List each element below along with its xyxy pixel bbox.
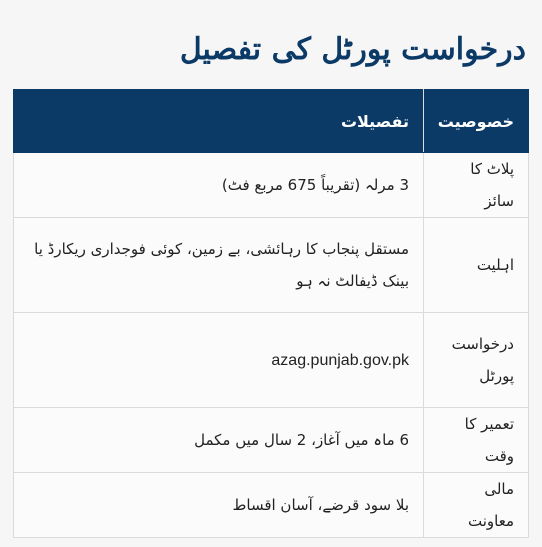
detail-cell (14, 313, 424, 408)
feature-cell: اہلیت (424, 218, 529, 313)
details-table (13, 89, 529, 538)
feature-cell: پلاٹ کا سائز (424, 153, 529, 218)
feature-cell: درخواست پورٹل (424, 313, 529, 408)
table-row (14, 408, 529, 473)
page-title: درخواست پورٹل کی تفصیل (179, 32, 526, 67)
feature-cell: مالی معاونت (424, 473, 529, 538)
column-header-feature: خصوصیت (424, 90, 529, 153)
detail-cell: مستقل پنجاب کا رہائشی، بے زمین، کوئی فوجداری ریکارڈ یا بینک ڈیفالٹ نہ ہو (14, 218, 424, 313)
feature-cell: تعمیر کا وقت (424, 408, 529, 473)
table-header-row (14, 90, 529, 153)
detail-cell: 6 ماہ میں آغاز، 2 سال میں مکمل (14, 408, 424, 473)
table-row (14, 473, 529, 538)
table-row (14, 218, 529, 313)
detail-cell: 3 مرلہ (تقریباً 675 مربع فٹ) (14, 153, 424, 218)
portal-url: azag.punjab.gov.pk (271, 351, 409, 369)
table-row (14, 313, 529, 408)
detail-cell: بلا سود قرضے، آسان اقساط (14, 473, 424, 538)
column-header-details: تفصیلات (14, 90, 424, 153)
table-row (14, 153, 529, 218)
